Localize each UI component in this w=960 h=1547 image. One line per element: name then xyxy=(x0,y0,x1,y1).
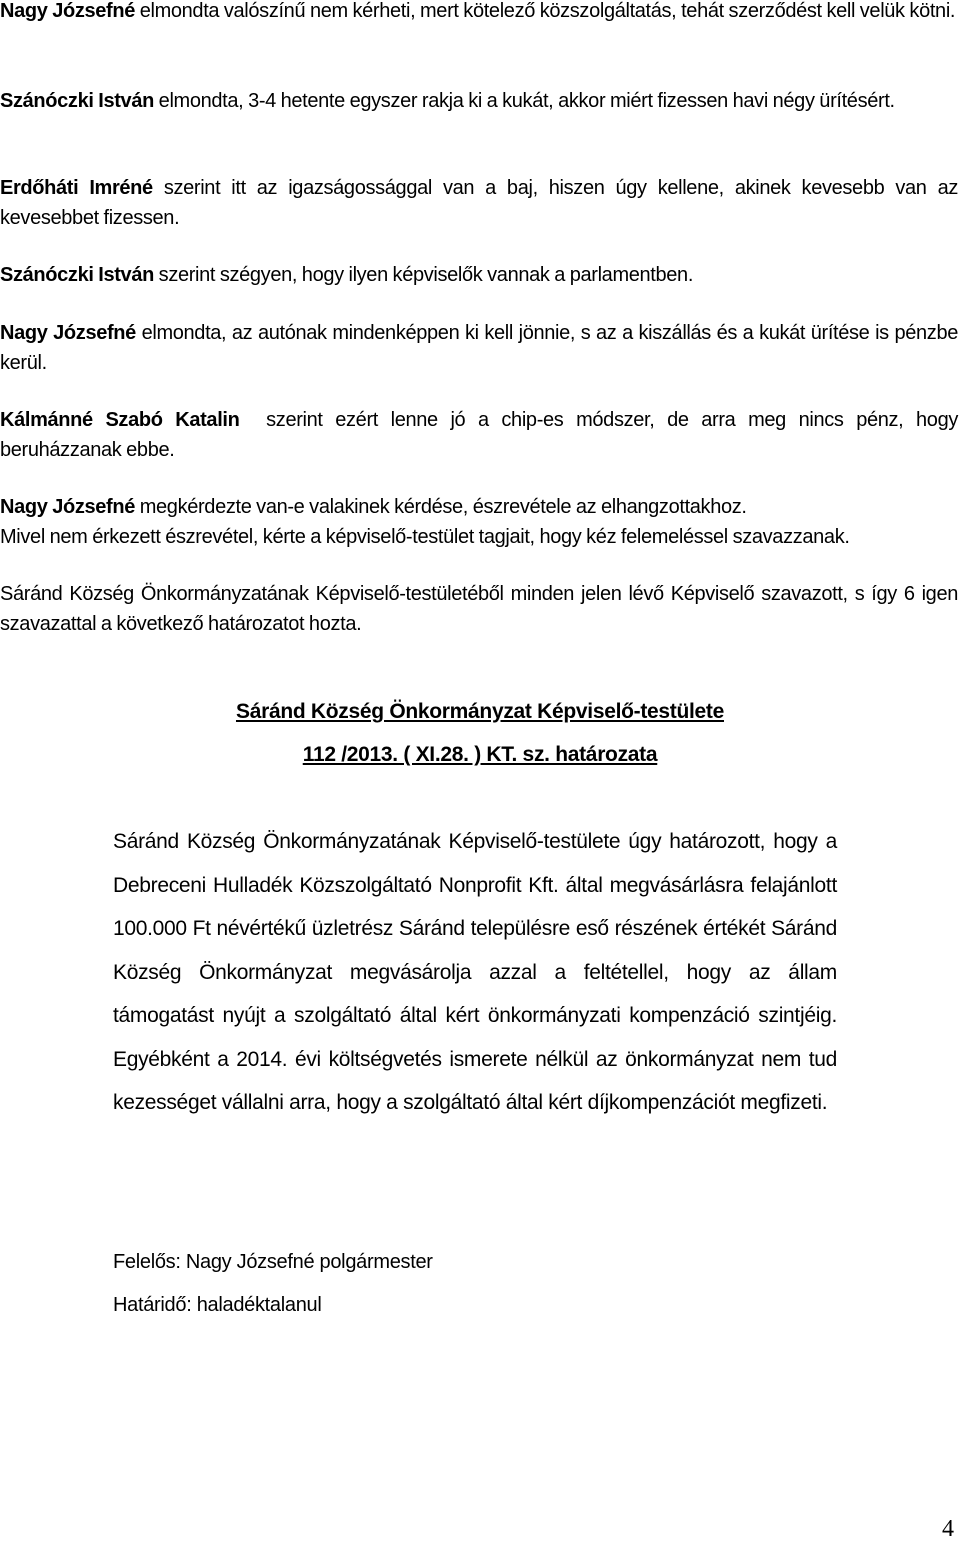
paragraph-szanoczki-2 xyxy=(0,260,958,290)
paragraph-kalmanne xyxy=(0,405,958,465)
paragraph-szanoczki-1 xyxy=(0,86,958,116)
speaker-name: Szánóczki István xyxy=(0,90,154,112)
speaker-name: Nagy Józsefné xyxy=(0,0,135,22)
resolution-body-title: Sáránd Község Önkormányzat Képviselő-testülete xyxy=(235,700,724,723)
paragraph-text: elmondta valószínű nem kérheti, mert kötelező közszolgáltatás, tehát szerződést kell velük kötni. xyxy=(135,0,956,22)
paragraph-vote xyxy=(0,579,958,639)
paragraph-erdohati xyxy=(0,173,958,233)
speaker-name: Szánóczki István xyxy=(0,264,154,286)
resolution-text: Sáránd Község Önkormányzatának Képviselő-testülete úgy határozott, hogy a Debreceni Hulladék Közszolgáltató Nonprofit Kft. által megvásárlásra felajánlott 100.000 Ft névértékű üzletrész Sáránd településre eső részének értékét Sáránd Község Önkormányzat megvásárolja azzal a feltétellel, hogy az állam támogatást nyújt a szolgáltató által kért önkormányzati kompenzáció szintjéig. Egyébként a 2014. évi költségvetés ismerete nélkül az önkormányzat nem tud kezességet vállalni arra, hogy a szolgáltató által kért díjkompenzációt megfizeti. xyxy=(113,830,837,1114)
paragraph-nagy-2 xyxy=(0,318,958,378)
paragraph-text: szerint ezért lenne jó a chip-es módszer, de arra meg nincs pénz, hogy beruházzanak ebbe. xyxy=(0,409,959,461)
resolution-number: 112 /2013. ( XI.28. ) KT. sz. határozata xyxy=(302,743,658,766)
paragraph-text: Sáránd Község Önkormányzatának Képviselő-testületéből minden jelen lévő Képviselő szavazott, s így 6 igen szavazattal a következő határozatot hozta. xyxy=(0,583,958,635)
speaker-name: Nagy Józsefné xyxy=(0,496,135,518)
speaker-name: Nagy Józsefné xyxy=(0,322,136,344)
paragraph-text: elmondta, az autónak mindenképpen ki kell jönnie, s az a kiszállás és a kukát ürítése is pénzbe kerül. xyxy=(0,322,958,374)
paragraph-text: elmondta, 3-4 hetente egyszer rakja ki a kukát, akkor miért fizessen havi négy ürítésért. xyxy=(153,90,895,112)
paragraph-text: megkérdezte van-e valakinek kérdése, észrevétele az elhangzottakhoz. xyxy=(135,496,747,518)
paragraph-nagy-1 xyxy=(0,0,958,26)
deadline-line: Határidő: haladéktalanul xyxy=(113,1294,322,1316)
paragraph-text-line2: Mivel nem érkezett észrevétel, kérte a képviselő-testület tagjait, hogy kéz felemeléssel szavazzanak. xyxy=(0,526,850,548)
speaker-name: Erdőháti Imréné xyxy=(0,177,153,199)
paragraph-text: szerint szégyen, hogy ilyen képviselők vannak a parlamentben. xyxy=(153,264,694,286)
responsible-line: Felelős: Nagy Józsefné polgármester xyxy=(113,1251,433,1273)
paragraph-text: szerint itt az igazságossággal van a baj, hiszen úgy kellene, akinek kevesebb van az kevesebbet fizessen. xyxy=(0,177,958,229)
speaker-name: Kálmánné Szabó Katalin xyxy=(0,409,240,431)
page-number: 4 xyxy=(942,1516,954,1542)
paragraph-nagy-3 xyxy=(0,492,958,552)
